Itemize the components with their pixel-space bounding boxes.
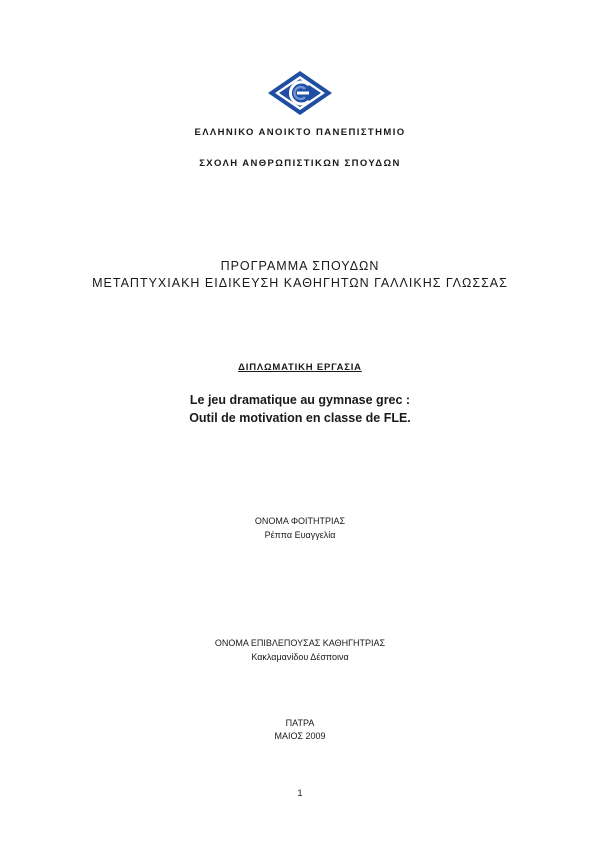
program-specialization: ΜΕΤΑΠΤΥΧΙΑΚΗ ΕΙΔΙΚΕΥΣΗ ΚΑΘΗΓΗΤΩΝ ΓΑΛΛΙΚΗΣ ΓΛΩΣΣΑΣ	[92, 276, 508, 290]
thesis-title-line-2: Outil de motivation en classe de FLE.	[189, 411, 411, 425]
page-number: 1	[297, 788, 303, 798]
supervisor-name: Κακλαμανίδου Δέσποινα	[251, 652, 349, 662]
thesis-title-line-1: Le jeu dramatique au gymnase grec :	[189, 393, 411, 407]
supervisor-label: ΟΝΟΜΑ ΕΠΙΒΛΕΠΟΥΣΑΣ ΚΑΘΗΓΗΤΡΙΑΣ	[214, 638, 386, 648]
city: ΠΑΤΡΑ	[285, 718, 315, 728]
university-logo-icon	[267, 70, 333, 116]
student-name: Ρέππα Ευαγγελία	[264, 530, 336, 540]
university-name: ΕΛΛΗΝΙΚΟ ΑΝΟΙΚΤΟ ΠΑΝΕΠΙΣΤΗΜΙΟ	[194, 127, 406, 138]
school-name: ΣΧΟΛΗ ΑΝΘΡΩΠΙΣΤΙΚΩΝ ΣΠΟΥΔΩΝ	[199, 158, 401, 169]
program-title: ΠΡΟΓΡΑΜΜΑ ΣΠΟΥΔΩΝ	[220, 259, 380, 273]
student-label: ΟΝΟΜΑ ΦΟΙΤΗΤΡΙΑΣ	[254, 516, 346, 526]
thesis-label: ΔΙΠΛΩΜΑΤΙΚΗ ΕΡΓΑΣΙΑ	[238, 362, 362, 373]
date: ΜΑΙΟΣ 2009	[274, 731, 326, 741]
